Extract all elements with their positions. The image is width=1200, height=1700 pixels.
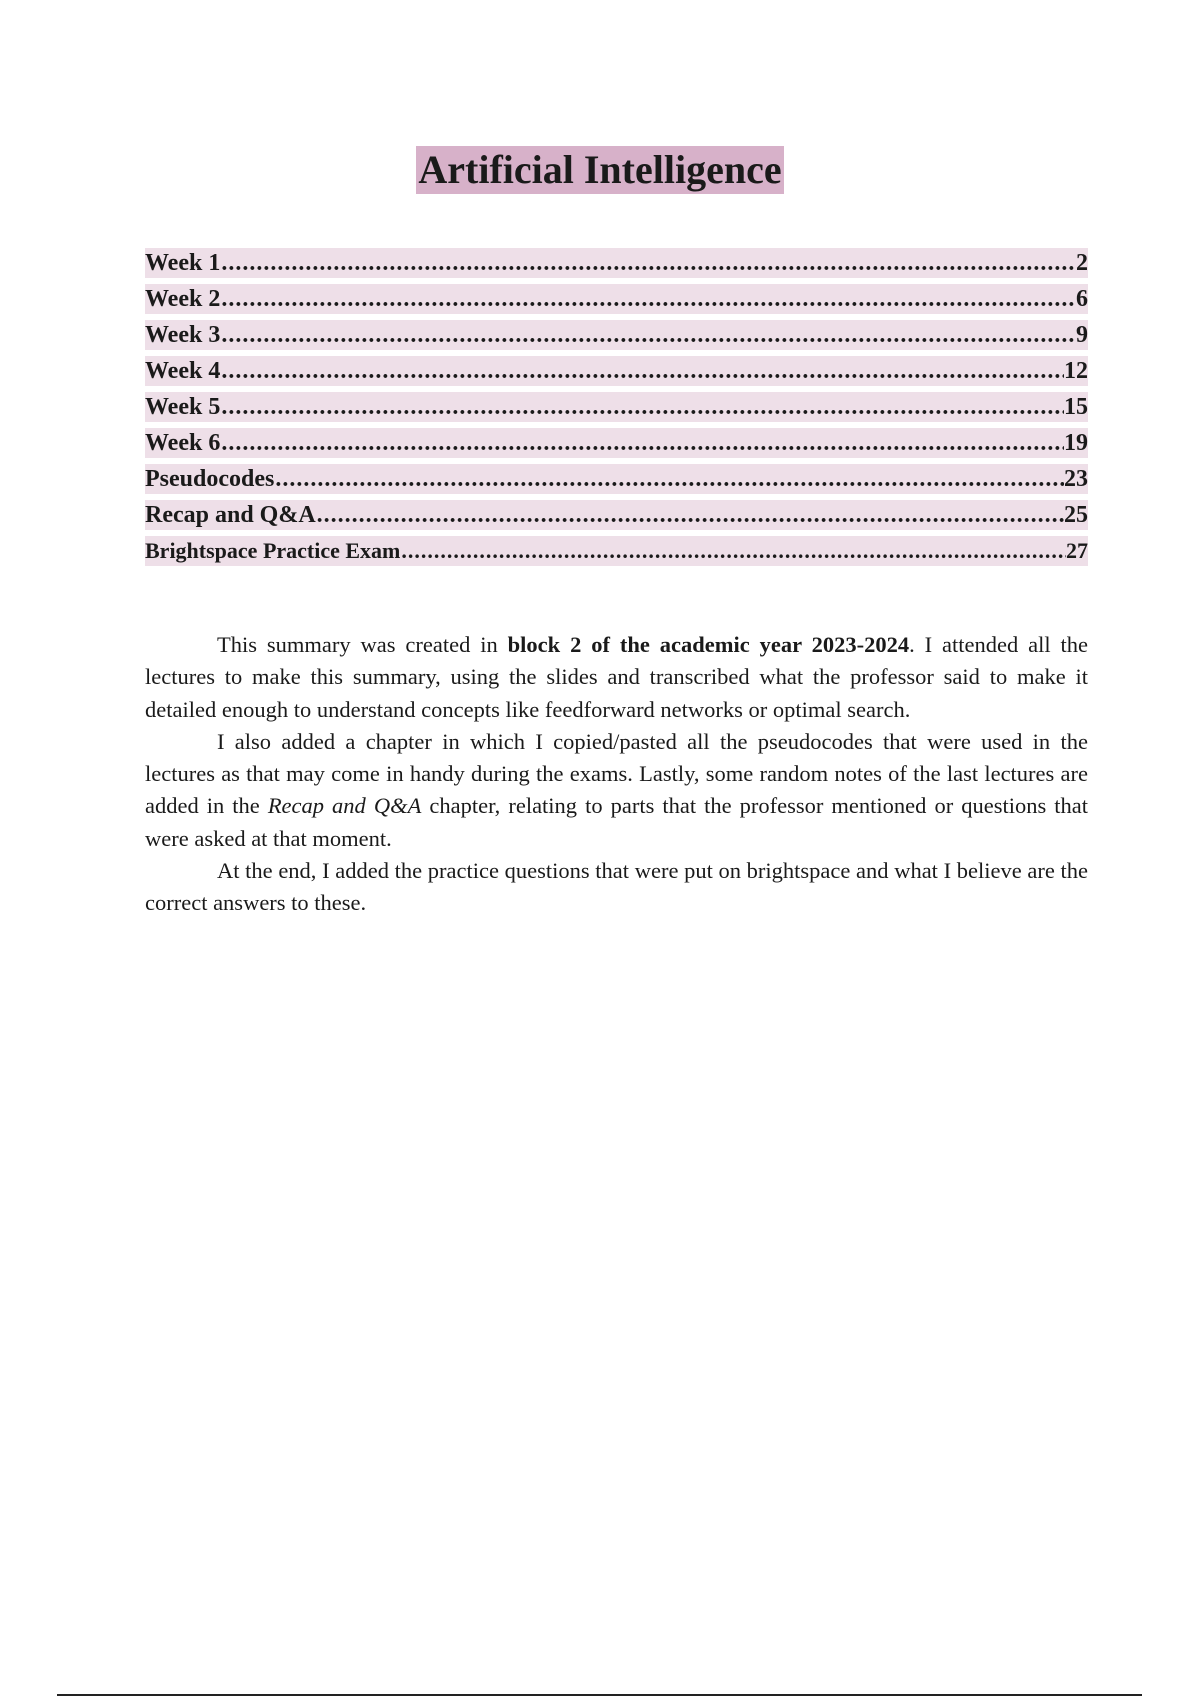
toc-leader-dots [220, 284, 1076, 314]
toc-entry-label: Recap and Q&A [145, 502, 316, 528]
toc-leader-dots [220, 392, 1064, 422]
toc-entry[interactable] [145, 536, 1088, 566]
toc-entry[interactable] [145, 356, 1088, 386]
intro-text [145, 629, 1088, 920]
intro-paragraph [145, 726, 1088, 855]
text-run: chapter, relating to parts that the professor mentioned or questions that were asked at that moment. [145, 793, 1088, 851]
toc-entry-page: 25 [1064, 502, 1088, 528]
toc-leader-dots [220, 248, 1076, 278]
toc-entry-label: Week 1 [145, 250, 221, 276]
toc-entry[interactable] [145, 392, 1088, 422]
toc-entry-page: 9 [1076, 322, 1088, 348]
toc-entry-label: Pseudocodes [145, 466, 275, 492]
italic-text-run: Recap and Q&A [267, 793, 422, 819]
toc-entry-label: Brightspace Practice Exam [145, 538, 401, 563]
text-run: I also added a chapter in which I copied/pasted all the pseudocodes that were used in the lectures as that may come in handy during the exams. Lastly, some random notes of the last lectures are added in the [145, 728, 1088, 819]
intro-paragraph [145, 629, 1088, 726]
toc-leader-dots [400, 536, 1066, 566]
toc-entry-page: 19 [1064, 430, 1088, 456]
document-title: Artificial Intelligence [418, 147, 782, 192]
toc-entry-page: 6 [1076, 286, 1088, 312]
toc-leader-dots [220, 356, 1064, 386]
toc-entry[interactable] [145, 284, 1088, 314]
intro-paragraph: At the end, I added the practice questions that were put on brightspace and what I believe are the correct answers to these. [145, 858, 1088, 916]
toc-entry[interactable] [145, 500, 1088, 530]
toc-leader-dots [220, 428, 1064, 458]
toc-entry-page: 27 [1066, 538, 1088, 563]
toc-leader-dots [274, 464, 1064, 494]
table-of-contents [145, 248, 1088, 572]
toc-entry-label: Week 2 [145, 286, 221, 312]
toc-entry-page: 12 [1064, 358, 1088, 384]
toc-entry-label: Week 6 [145, 430, 221, 456]
toc-entry-page: 2 [1076, 250, 1088, 276]
page-bottom-rule [57, 1694, 1142, 1696]
toc-leader-dots [220, 320, 1076, 350]
toc-entry-label: Week 4 [145, 358, 221, 384]
toc-entry[interactable] [145, 248, 1088, 278]
title-wrapper [0, 146, 1200, 194]
toc-entry[interactable] [145, 320, 1088, 350]
toc-entry-page: 23 [1064, 466, 1088, 492]
toc-entry-label: Week 5 [145, 394, 221, 420]
bold-text-run: block 2 of the academic year 2023-2024 [507, 632, 910, 657]
text-run: This summary was created in [217, 632, 508, 657]
toc-leader-dots [316, 500, 1064, 530]
toc-entry-page: 15 [1064, 394, 1088, 420]
toc-entry[interactable] [145, 428, 1088, 458]
text-run: . I attended all the lectures to make this summary, using the slides and transcribed what the professor said to make it detailed enough to understand concepts like feedforward networks or optimal search. [145, 632, 1088, 722]
toc-entry-label: Week 3 [145, 322, 221, 348]
toc-entry[interactable] [145, 464, 1088, 494]
